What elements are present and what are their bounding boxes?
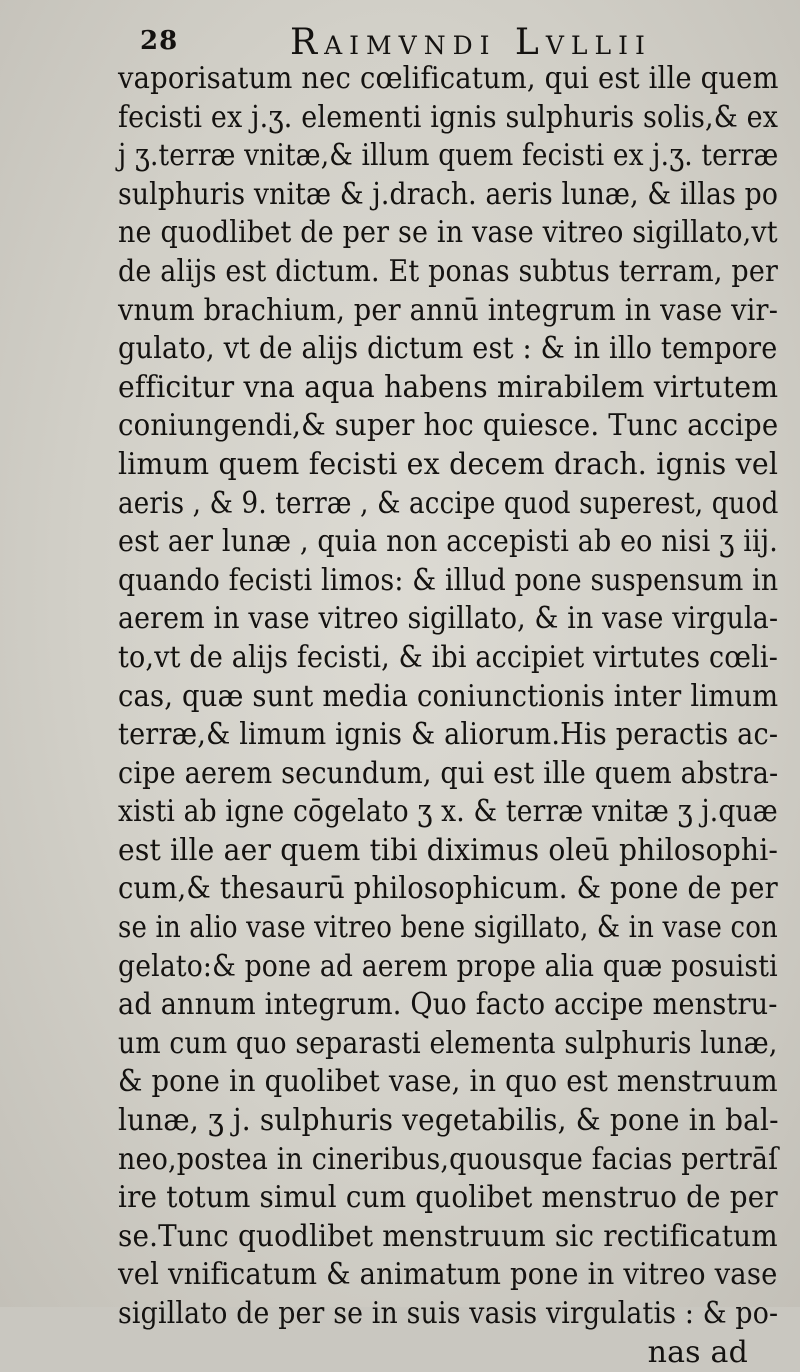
text-line: & pone in quolibet vase, in quo est menstruum	[118, 1064, 778, 1100]
text-line: cas, quæ sunt media coniunctionis inter limum	[118, 678, 779, 714]
text-line: fecisti ex j.ʒ. elementi ignis sulphuris solis,& ex	[118, 99, 779, 135]
text-line: coniungendi,& super hoc quiesce. Tunc accipe	[118, 408, 779, 444]
text-line: terræ,& limum ignis & aliorum.His peractis ac-	[118, 717, 779, 753]
text-line: de alijs est dictum. Et ponas subtus terram, per	[118, 253, 779, 289]
text-line: sulphuris vnitæ & j.drach. aeris lunæ, & illas po	[118, 176, 779, 212]
text-line: ad annum integrum. Quo facto accipe menstru-	[118, 987, 778, 1023]
text-line: ire totum simul cum quolibet menstruo de per	[118, 1180, 778, 1216]
page-number: 28	[140, 26, 179, 56]
text-line: aerem in vase vitreo sigillato, & in vase virgula-	[118, 601, 779, 637]
text-line: limum quem fecisti ex decem drach. ignis vel	[118, 446, 779, 482]
text-line: cipe aerem secundum, qui est ille quem abstra-	[118, 755, 779, 791]
text-line: to,vt de alijs fecisti, & ibi accipiet virtutes cœli-	[118, 639, 779, 675]
text-line: vel vnificatum & animatum pone in vitreo vase	[118, 1257, 778, 1293]
text-line: j ʒ.terræ vnitæ,& illum quem fecisti ex j.ʒ. terræ	[118, 138, 779, 174]
text-line: aeris , & 9. terræ , & accipe quod superest, quod	[118, 485, 779, 521]
text-line: lunæ, ʒ j. sulphuris vegetabilis, & pone in bal-	[118, 1103, 779, 1139]
text-line: vaporisatum nec cœlificatum, qui est ille quem	[118, 61, 779, 96]
running-head: Raimvndi Lvllii	[290, 22, 652, 63]
text-line: se in alio vase vitreo bene sigillato, & in vase con	[118, 910, 778, 946]
text-line: sigillato de per se in suis vasis virgulatis : & po-	[118, 1296, 779, 1331]
text-line: neo,postea in cineribus,quousque facias pertrāſ	[118, 1141, 779, 1177]
text-line: est ille aer quem tibi diximus oleū philosophi-	[118, 832, 779, 868]
text-line: gelato:& pone ad aerem prope alia quæ posuisti	[118, 948, 778, 984]
text-line: se.Tunc quodlibet menstruum sic rectificatum	[118, 1218, 778, 1254]
text-line: cum,& thesaurū philosophicum. & pone de per	[118, 871, 778, 907]
text-line: est aer lunæ , quia non accepisti ab eo nisi ʒ iij.	[118, 524, 779, 560]
body-text	[118, 60, 778, 1372]
text-line: ne quodlibet de per se in vase vitreo sigillato,vt	[118, 215, 778, 251]
text-line: efficitur vna aqua habens mirabilem virtutem	[118, 369, 779, 405]
catchword: nas ad	[647, 1334, 748, 1370]
text-line: gulato, vt de alijs dictum est : & in illo tempore	[118, 331, 778, 367]
text-line: um cum quo separasti elementa sulphuris lunæ,	[118, 1025, 778, 1061]
text-line: vnum brachium, per annū integrum in vase vir-	[118, 292, 779, 328]
text-line: xisti ab igne cōgelato ʒ x. & terræ vnitæ ʒ j.quæ	[118, 794, 778, 830]
text-line: quando fecisti limos: & illud pone suspensum in	[118, 562, 779, 598]
